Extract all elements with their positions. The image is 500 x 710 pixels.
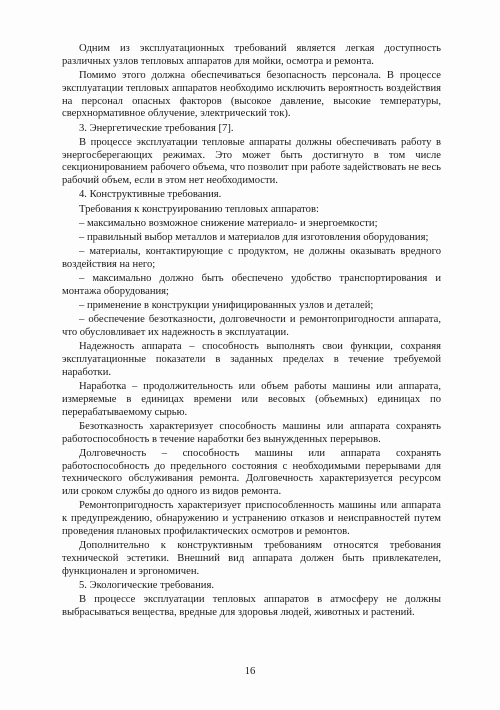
paragraph-operating-time: Наработка – продолжительность или объем работы машины или аппарата, измеряемые в единицах времени или весовых (объемных) единицах по перерабатываемому сырью. bbox=[62, 381, 441, 418]
paragraph-failure-free: Безотказность характеризует способность машины или аппарата сохранять работоспособность в течение наработки без вынужденных перерывов. bbox=[62, 420, 441, 445]
list-item-unified-parts: – применение в конструкции унифицированных узлов и деталей; bbox=[79, 300, 374, 312]
list-item-transport-mounting: – максимально должно быть обеспечено удобство транспортирования и монтажа оборудования; bbox=[62, 273, 441, 297]
body-text bbox=[62, 43, 441, 621]
paragraph-reliability-definition: Надежность аппарата – способность выполнять свои функции, сохраняя эксплуатационные показатели в заданных пределах в течение требуемой наработки. bbox=[62, 341, 441, 378]
list-item-reliability: – обеспечение безотказности, долговечности и ремонтопригодности аппарата, что обусловливает их надежность в эксплуатации. bbox=[62, 314, 441, 339]
paragraph-aesthetics: Дополнительно к конструктивным требованиям относятся требования технической эстетики. Внешний вид аппарата должен быть привлекателен, функционален и эргономичен. bbox=[62, 540, 441, 577]
list-item-product-contact: – материалы, контактирующие с продуктом, не должны оказывать вредного воздействия на него; bbox=[62, 246, 441, 270]
paragraph-emissions: В процессе эксплуатации тепловых аппаратов в атмосферу не должны выбрасываться вещества, вредные для здоровья людей, животных и растений. bbox=[62, 594, 441, 618]
heading-energy-requirements: 3. Энергетические требования [7]. bbox=[79, 122, 234, 134]
paragraph-safety: Помимо этого должна обеспечиваться безопасность персонала. В процессе эксплуатации тепловых аппаратов необходимо исключить вероятность воздействия на персонал опасных факторов (высокое давление, высокие температуры, сверхнормативное облучение, электрический ток). bbox=[62, 69, 441, 120]
heading-design-requirements: 4. Конструктивные требования. bbox=[79, 189, 222, 201]
paragraph-accessibility: Одним из эксплуатационных требований является легкая доступность различных узлов тепловых аппаратов для мойки, осмотра и ремонта. bbox=[62, 43, 441, 67]
paragraph-design-intro: Требования к конструированию тепловых аппаратов: bbox=[79, 203, 319, 215]
list-item-metal-selection: – правильный выбор металлов и материалов для изготовления оборудования; bbox=[79, 231, 429, 243]
page-number: 16 bbox=[244, 666, 256, 677]
paragraph-energy-saving: В процессе эксплуатации тепловые аппараты должны обеспечивать работу в энергосберегающих режимах. Это может быть достигнуто в том числе секционированием рабочего объема, что позволит при работе задействовать не весь рабочий объем, если в этом нет необходимости. bbox=[62, 136, 442, 187]
list-item-material-reduction: – максимально возможное снижение материало- и энергоемкости; bbox=[79, 217, 378, 229]
paragraph-durability: Долговечность – способность машины или аппарата сохранять работоспособность до предельного состояния с необходимыми перерывами для технического обслуживания ремонта. Долговечность характеризуется ресурсом или сроком службы до одного из видов ремонта. bbox=[62, 447, 441, 498]
paragraph-maintainability: Ремонтопригодность характеризует приспособленность машины или аппарата к предупреждению, обнаружению и устранению отказов и неисправностей путем проведения плановых профилактических осмотров и ремонтов. bbox=[62, 500, 441, 537]
heading-ecological-requirements: 5. Экологические требования. bbox=[79, 579, 214, 591]
